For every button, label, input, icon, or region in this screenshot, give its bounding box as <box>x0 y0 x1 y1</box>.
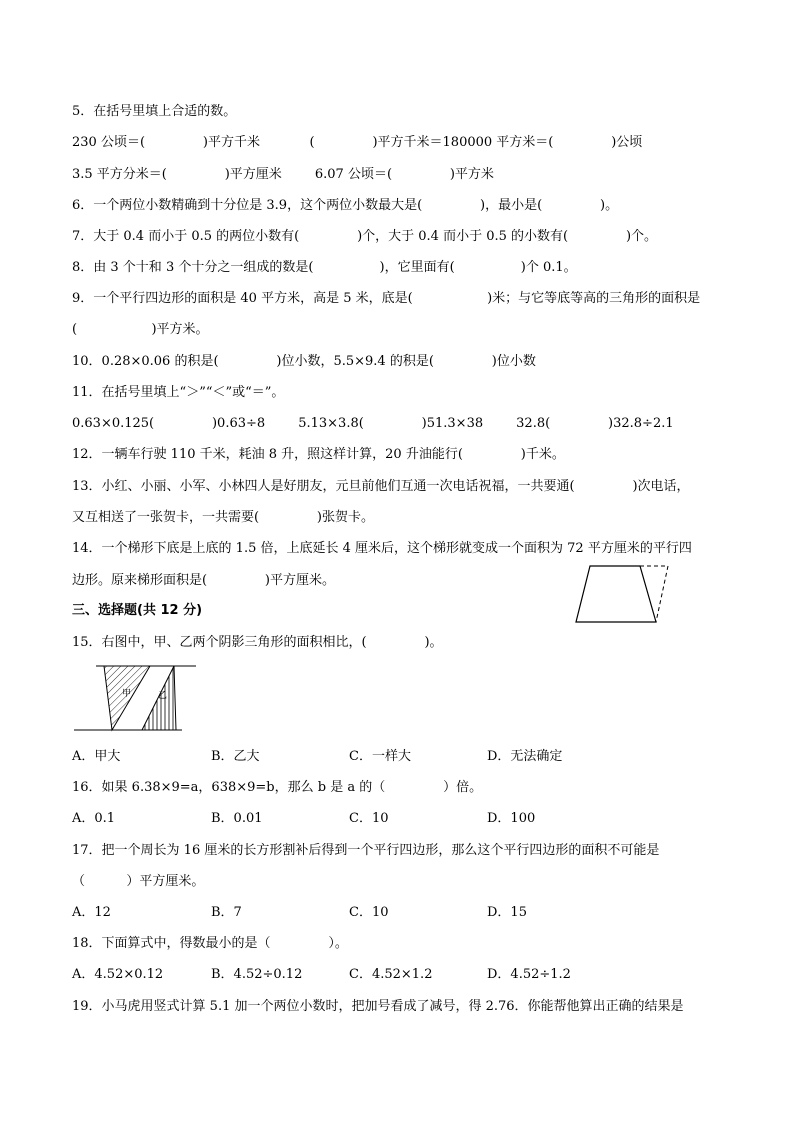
q17-option-d[interactable]: D．15 <box>487 905 527 920</box>
q15-option-b[interactable]: B．乙大 <box>211 749 260 764</box>
shaded-triangles-figure <box>72 658 202 736</box>
question-11: 11．在括号里填上“＞”“＜”或“＝”。 <box>72 385 285 400</box>
q18-option-b[interactable]: B．4.52÷0.12 <box>211 967 303 982</box>
q18-option-d[interactable]: D．4.52÷1.2 <box>487 967 571 982</box>
figure-label-jia: 甲 <box>122 689 132 699</box>
question-12: 12．一辆车行驶 110 千米，耗油 8 升，照这样计算，20 升油能行( )千米。 <box>72 447 565 462</box>
question-5-line-1: 230 公顷＝( )平方千米 ( )平方千米＝180000 平方米＝( )公顷 <box>72 135 643 150</box>
question-16: 16．如果 6.38×9=a，638×9=b，那么 b 是 a 的（ ）倍。 <box>72 780 483 795</box>
question-5-line-2: 3.5 平方分米＝( )平方厘米 6.07 公顷＝( )平方米 <box>72 167 494 182</box>
q16-option-d[interactable]: D．100 <box>487 811 536 826</box>
question-7: 7．大于 0.4 而小于 0.5 的两位小数有( )个，大于 0.4 而小于 0.5 的小数有( )个。 <box>72 229 658 244</box>
question-15: 15．右图中，甲、乙两个阴影三角形的面积相比，( )。 <box>72 635 443 650</box>
question-5: 5．在括号里填上合适的数。 <box>72 104 237 119</box>
question-10: 10．0.28×0.06 的积是( )位小数，5.5×9.4 的积是( )位小数 <box>72 354 536 369</box>
question-13-line-2: 又互相送了一张贺卡，一共需要( )张贺卡。 <box>72 510 374 525</box>
q17-option-c[interactable]: C．10 <box>349 905 389 920</box>
q17-option-b[interactable]: B．7 <box>211 905 242 920</box>
question-8: 8．由 3 个十和 3 个十分之一组成的数是( )，它里面有( )个 0.1。 <box>72 260 577 275</box>
q15-option-d[interactable]: D．无法确定 <box>487 749 563 764</box>
q15-option-c[interactable]: C．一样大 <box>349 749 411 764</box>
question-17-line-1: 17．把一个周长为 16 厘米的长方形割补后得到一个平行四边形，那么这个平行四边形的面积不可能是 <box>72 843 660 858</box>
question-14-line-1: 14．一个梯形下底是上底的 1.5 倍，上底延长 4 厘米后，这个梯形就变成一个面积为 72 平方厘米的平行四 <box>72 541 692 556</box>
q15-option-a[interactable]: A．甲大 <box>72 749 121 764</box>
figure-label-yi: 乙 <box>158 691 168 701</box>
q16-option-b[interactable]: B．0.01 <box>211 811 263 826</box>
q16-option-c[interactable]: C．10 <box>349 811 389 826</box>
question-6: 6．一个两位小数精确到十分位是 3.9，这个两位小数最大是( )，最小是( )。 <box>72 198 619 213</box>
section-3-heading: 三、选择题(共 12 分) <box>72 603 203 618</box>
question-14-line-2: 边形。原来梯形面积是( )平方厘米。 <box>72 573 335 588</box>
q18-option-a[interactable]: A．4.52×0.12 <box>72 967 164 982</box>
q18-option-c[interactable]: C．4.52×1.2 <box>349 967 433 982</box>
q17-option-a[interactable]: A．12 <box>72 905 111 920</box>
q16-option-a[interactable]: A．0.1 <box>72 811 116 826</box>
question-19: 19．小马虎用竖式计算 5.1 加一个两位小数时，把加号看成了减号，得 2.76．你能帮他算出正确的结果是 <box>72 999 684 1014</box>
question-11-items: 0.63×0.125( )0.63÷8 5.13×3.8( )51.3×38 32.8( )32.8÷2.1 <box>72 416 674 431</box>
question-9-line-1: 9．一个平行四边形的面积是 40 平方米，高是 5 米，底是( )米；与它等底等高的三角形的面积是 <box>72 291 701 306</box>
question-18: 18．下面算式中，得数最小的是（ ）。 <box>72 936 348 951</box>
question-17-line-2: （ ）平方厘米。 <box>72 874 205 889</box>
question-13-line-1: 13．小红、小丽、小军、小林四人是好朋友，元旦前他们互通一次电话祝福，一共要通( )次电话， <box>72 479 690 494</box>
trapezoid-figure <box>572 562 672 624</box>
question-9-line-2: ( )平方米。 <box>72 322 209 337</box>
